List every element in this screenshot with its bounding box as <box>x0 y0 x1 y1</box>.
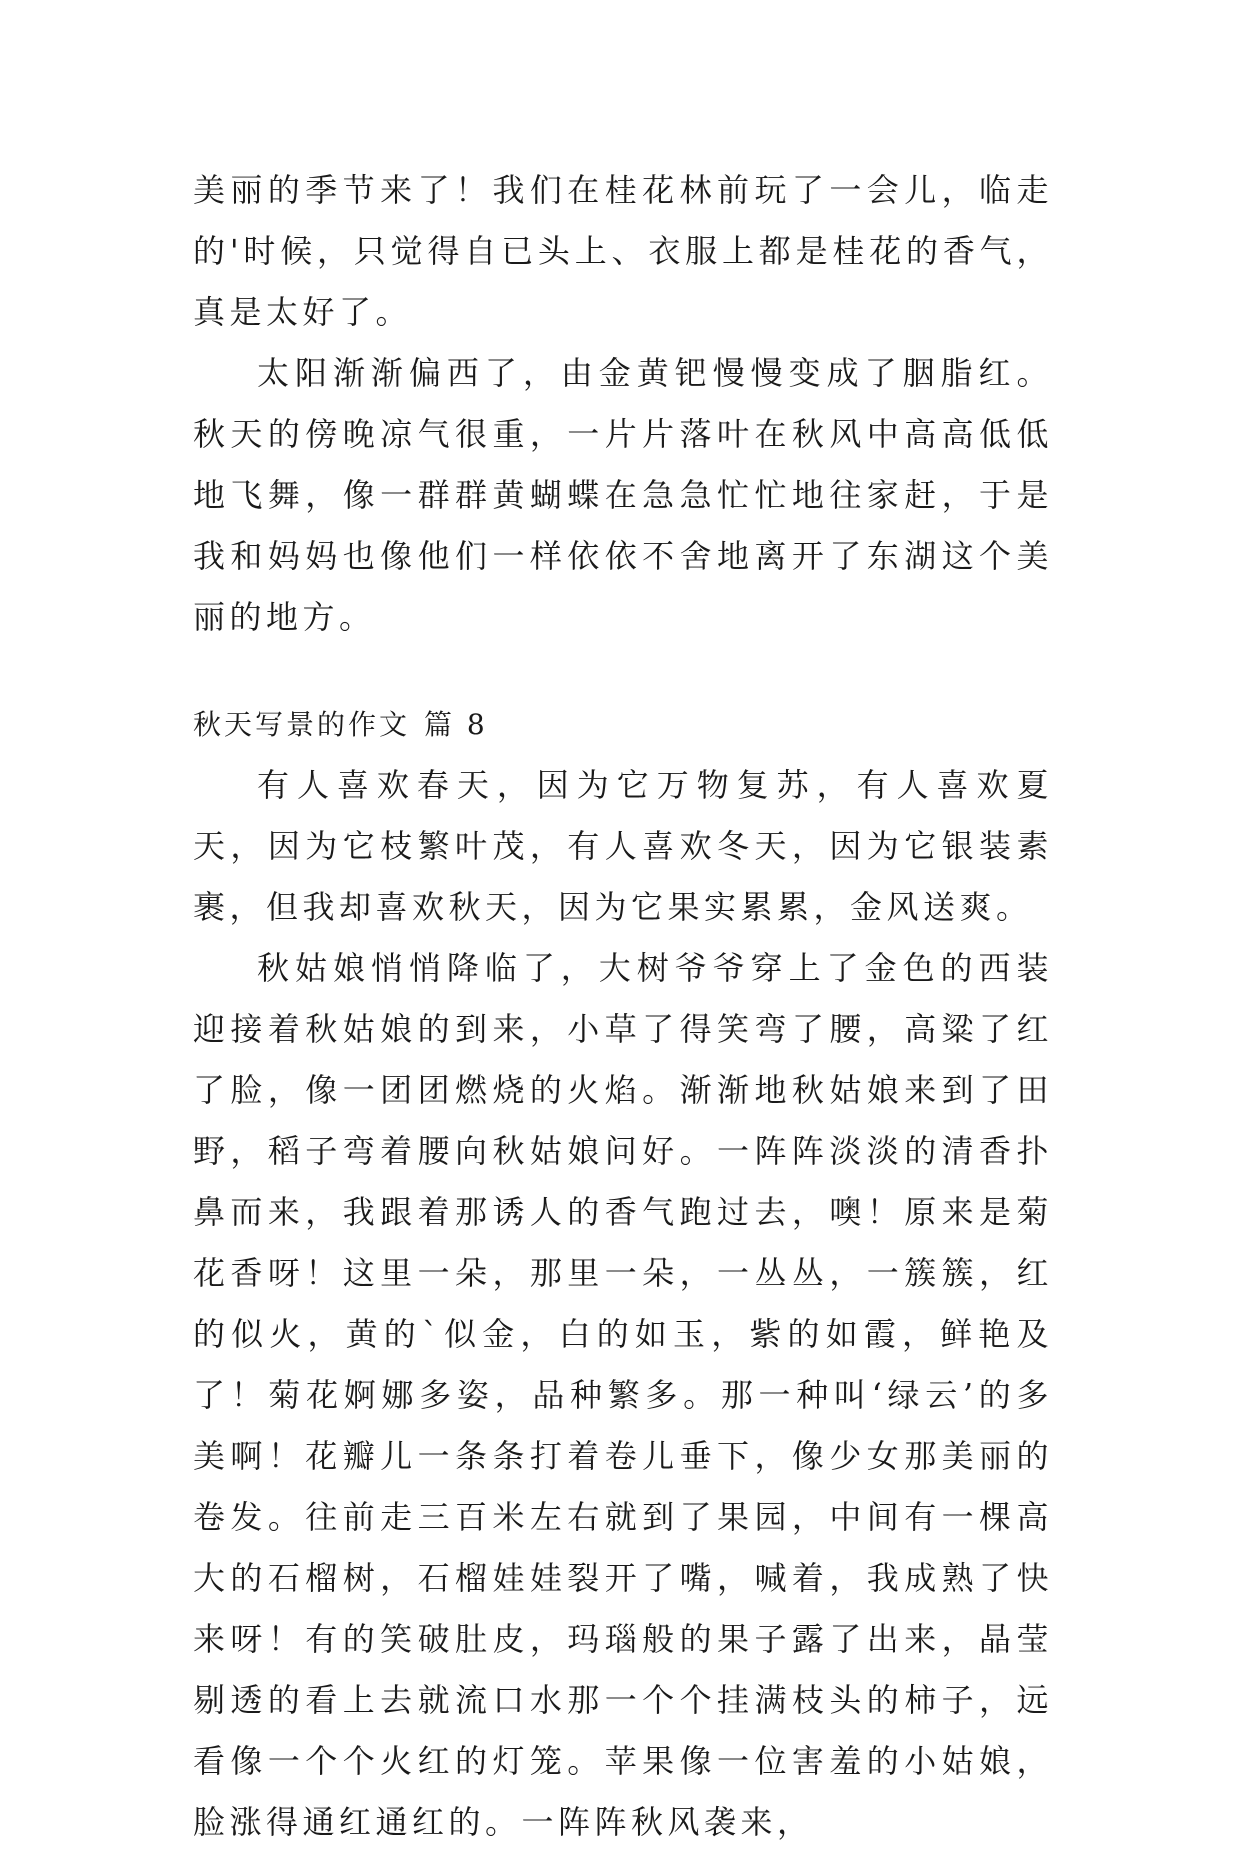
section-heading <box>193 694 1053 755</box>
paragraph-intro: 有人喜欢春天，因为它万物复苏，有人喜欢夏天，因为它枝繁叶茂，有人喜欢冬天，因为它银装素裹，但我却喜欢秋天，因为它果实累累，金风送爽。 <box>193 766 1053 926</box>
paragraph-sunset: 太阳渐渐偏西了，由金黄钯慢慢变成了胭脂红。秋天的傍晚凉气很重，一片片落叶在秋风中高高低低地飞舞，像一群群黄蝴蝶在急急忙忙地往家赶，于是我和妈妈也像他们一样依依不舍地离开了东湖这个美丽的地方。 <box>193 354 1053 636</box>
section-number: 篇 8 <box>424 708 488 741</box>
paragraph-continued: 美丽的季节来了！我们在桂花林前玩了一会儿，临走的'时候，只觉得自已头上、衣服上都是桂花的香气，真是太好了。 <box>193 171 1053 331</box>
paragraph-autumn-girl: 秋姑娘悄悄降临了，大树爷爷穿上了金色的西装迎接着秋姑娘的到来，小草了得笑弯了腰，高粱了红了脸，像一团团燃烧的火焰。渐渐地秋姑娘来到了田野，稻子弯着腰向秋姑娘问好。一阵阵淡淡的清香扑鼻而来，我跟着那诱人的香气跑过去，噢！原来是菊花香呀！这里一朵，那里一朵，一丛丛，一簇簇，红的似火，黄的`似金，白的如玉，紫的如霞，鲜艳及了！菊花婀娜多姿，品种繁多。那一种叫‘绿云’的多美啊！花瓣儿一条条打着卷儿垂下，像少女那美丽的卷发。往前走三百米左右就到了果园，中间有一棵高大的石榴树，石榴娃娃裂开了嘴，喊着，我成熟了快来呀！有的笑破肚皮，玛瑙般的果子露了出来，晶莹剔透的看上去就流口水那一个个挂满枝头的柿子，远看像一个个火红的灯笼。苹果像一位害羞的小姑娘，脸涨得通红通红的。一阵阵秋风袭来， <box>193 949 1053 1841</box>
document-page <box>193 160 1053 1853</box>
section-title: 秋天写景的作文 <box>193 708 411 741</box>
